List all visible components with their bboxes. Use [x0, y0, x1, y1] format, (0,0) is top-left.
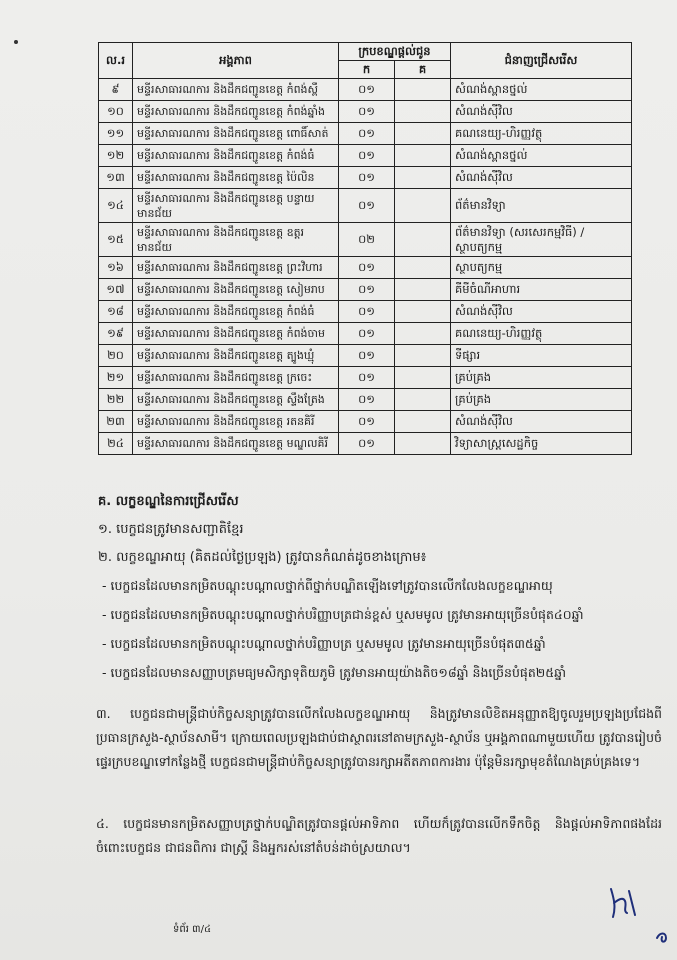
row-office: មន្ទីរសាធារណការ និងដឹកជញ្ជូនខេត្ត ប៉ៃលិន — [133, 167, 339, 189]
row-number: ១៧ — [99, 279, 133, 301]
row-quota-b — [395, 123, 451, 145]
row-office: មន្ទីរសាធារណការ និងដឹកជញ្ជូនខេត្ត ស្ទឹងត្រែង — [133, 389, 339, 411]
row-specialty: គណនេយ្យ-ហិរញ្ញវត្ថុ — [451, 123, 632, 145]
row-specialty: សំណង់ស៊ីវិល — [451, 411, 632, 433]
row-number: ២១ — [99, 367, 133, 389]
table-row — [99, 145, 632, 167]
row-quota-b — [395, 279, 451, 301]
row-quota-a: ០១ — [339, 167, 395, 189]
row-specialty: វិទ្យាសាស្ត្រសេដ្ឋកិច្ច — [451, 433, 632, 455]
age-bullet-4: - បេក្ខជនដែលមានសញ្ញាបត្រមធ្យមសិក្សាទុតិយភូមិ ត្រូវមានអាយុយ៉ាងតិច១៨ឆ្នាំ និងច្រើនបំផុត២៥ឆ្នាំ — [102, 665, 567, 680]
row-quota-a: ០១ — [339, 189, 395, 223]
table-row — [99, 123, 632, 145]
header-quota-a: ក — [339, 61, 395, 79]
header-office: អង្គភាព — [133, 43, 339, 79]
table-row — [99, 167, 632, 189]
row-number: ៩ — [99, 79, 133, 101]
row-quota-b — [395, 257, 451, 279]
row-office: មន្ទីរសាធារណការ និងដឹកជញ្ជូនខេត្ត បន្ទាយមានជ័យ — [133, 189, 339, 223]
row-specialty: សំណង់ស៊ីវិល — [451, 301, 632, 323]
row-office: មន្ទីរសាធារណការ និងដឹកជញ្ជូនខេត្ត ក្រចេះ — [133, 367, 339, 389]
row-office: មន្ទីរសាធារណការ និងដឹកជញ្ជូនខេត្ត ព្រះវិហារ — [133, 257, 339, 279]
page-number: ទំព័រ ៣/៤ — [173, 924, 212, 935]
row-office: មន្ទីរសាធារណការ និងដឹកជញ្ជូនខេត្ត រតនគិរី — [133, 411, 339, 433]
row-quota-b — [395, 145, 451, 167]
row-quota-b — [395, 345, 451, 367]
row-number: ១៥ — [99, 223, 133, 257]
row-specialty: គ្រប់គ្រង — [451, 367, 632, 389]
row-specialty: គីមីចំណីអាហារ — [451, 279, 632, 301]
row-specialty: សំណង់ស៊ីវិល — [451, 101, 632, 123]
row-office: មន្ទីរសាធារណការ និងដឹកជញ្ជូនខេត្ត ឧត្តរមានជ័យ — [133, 223, 339, 257]
row-quota-a: ០១ — [339, 123, 395, 145]
table-row — [99, 389, 632, 411]
row-quota-a: ០១ — [339, 101, 395, 123]
table-row — [99, 301, 632, 323]
row-quota-a: ០១ — [339, 433, 395, 455]
punch-dot — [14, 40, 18, 44]
row-specialty: ព័ត៌មានវិទ្យា (សរសេរកម្មវិធី) / ស្ថាបត្យកម្ម — [451, 223, 632, 257]
row-quota-a: ០១ — [339, 257, 395, 279]
table-row — [99, 433, 632, 455]
row-specialty: ស្ថាបត្យកម្ម — [451, 257, 632, 279]
row-number: ២២ — [99, 389, 133, 411]
row-quota-b — [395, 323, 451, 345]
row-specialty: សំណង់ស្ពានថ្នល់ — [451, 145, 632, 167]
table-row — [99, 223, 632, 257]
row-office: មន្ទីរសាធារណការ និងដឹកជញ្ជូនខេត្ត កំពង់ចាម — [133, 323, 339, 345]
row-specialty: គណនេយ្យ-ហិរញ្ញវត្ថុ — [451, 323, 632, 345]
row-quota-b — [395, 167, 451, 189]
header-no: ល.រ — [99, 43, 133, 79]
row-office: មន្ទីរសាធារណការ និងដឹកជញ្ជូនខេត្ត មណ្ឌលគិរី — [133, 433, 339, 455]
row-quota-a: ០១ — [339, 145, 395, 167]
header-specialty: ជំនាញជ្រើសរើស — [451, 43, 632, 79]
row-quota-a: ០១ — [339, 389, 395, 411]
row-quota-b — [395, 367, 451, 389]
row-number: ១៤ — [99, 189, 133, 223]
row-quota-b — [395, 411, 451, 433]
row-office: មន្ទីរសាធារណការ និងដឹកជញ្ជូនខេត្ត កំពង់ឆ្នាំង — [133, 101, 339, 123]
row-quota-a: ០១ — [339, 301, 395, 323]
condition-age: ២. លក្ខខណ្ឌអាយុ (គិតដល់ថ្ងៃប្រឡង) ត្រូវបានកំណត់ដូចខាងក្រោម៖ — [98, 550, 427, 565]
row-office: មន្ទីរសាធារណការ និងដឹកជញ្ជូនខេត្ត សៀមរាប — [133, 279, 339, 301]
row-quota-b — [395, 389, 451, 411]
row-quota-b — [395, 189, 451, 223]
condition-priority: ៤. បេក្ខជនមានកម្រិតសញ្ញាបត្រថ្នាក់បណ្ឌិតត្រូវបានផ្ដល់អាទិភាព ហើយក៏ត្រូវបានលើកទឹកចិត្ត និងផ្ដល់អាទិភាពផងដែរ ចំពោះបេក្ខជន ជាជនពិការ ជាស្ត្រី និងអ្នករស់នៅតំបន់ដាច់ស្រយាល។ — [96, 816, 662, 855]
row-office: មន្ទីរសាធារណការ និងដឹកជញ្ជូនខេត្ត ពោធិ៍សាត់ — [133, 123, 339, 145]
row-number: ១៦ — [99, 257, 133, 279]
row-number: ២០ — [99, 345, 133, 367]
condition-nationality: ១. បេក្ខជនត្រូវមានសញ្ជាតិខ្មែរ — [98, 522, 244, 537]
row-quota-a: ០១ — [339, 79, 395, 101]
row-quota-a: ០១ — [339, 345, 395, 367]
age-bullet-2: - បេក្ខជនដែលមានកម្រិតបណ្ដុះបណ្ដាលថ្នាក់បរិញ្ញាបត្រជាន់ខ្ពស់ ឬសមមូល ត្រូវមានអាយុច្រើនបំផុត៤០ឆ្នាំ — [102, 607, 584, 622]
section-heading: គ. លក្ខខណ្ឌនៃការជ្រើសរើស — [98, 494, 239, 509]
row-number: ១១ — [99, 123, 133, 145]
table-row — [99, 279, 632, 301]
table-row — [99, 345, 632, 367]
row-quota-b — [395, 101, 451, 123]
table-row — [99, 101, 632, 123]
row-quota-b — [395, 433, 451, 455]
row-office: មន្ទីរសាធារណការ និងដឹកជញ្ជូនខេត្ត កំពង់ធំ — [133, 301, 339, 323]
age-bullet-3: - បេក្ខជនដែលមានកម្រិតបណ្ដុះបណ្ដាលថ្នាក់បរិញ្ញាបត្រ ឬសមមូល ត្រូវមានអាយុច្រើនបំផុត៣៥ឆ្នាំ — [102, 636, 546, 651]
row-specialty: ព័ត៌មានវិទ្យា — [451, 189, 632, 223]
row-quota-a: ០១ — [339, 279, 395, 301]
condition-contract-officials: ៣. បេក្ខជនជាមន្ត្រីជាប់កិច្ចសន្យាត្រូវបានលើកលែងលក្ខខណ្ឌអាយុ និងត្រូវមានលិខិតអនុញ្ញាតឱ្យចូលរួមប្រឡងប្រជែងពីប្រធានក្រសួង-ស្ថាប័នសាមី។ ក្រោយពេលប្រឡងជាប់ជាស្ថាពរនៅតាមក្រសួង-ស្ថាប័ន ឬអង្គភាពណាមួយហើយ ត្រូវបានរៀបចំផ្ទេរក្របខណ្ឌទៅកន្លែងថ្មី បេក្ខជនជាមន្ត្រីជាប់កិច្ចសន្យាត្រូវបានរក្សាអតីតភាពការងារ ប៉ុន្តែមិនរក្សាមុខតំណែងគ្រប់គ្រងទេ។ — [96, 706, 662, 769]
positions-table — [98, 42, 632, 455]
table-row — [99, 411, 632, 433]
table-row — [99, 79, 632, 101]
table-row — [99, 257, 632, 279]
handwritten-initial — [605, 885, 645, 920]
row-number: ១២ — [99, 145, 133, 167]
row-specialty: គ្រប់គ្រង — [451, 389, 632, 411]
row-number: ២៣ — [99, 411, 133, 433]
row-quota-a: ០១ — [339, 367, 395, 389]
handwritten-mark — [654, 928, 672, 946]
row-specialty: សំណង់ស៊ីវិល — [451, 167, 632, 189]
row-quota-b — [395, 223, 451, 257]
row-number: ១៣ — [99, 167, 133, 189]
row-number: ១៩ — [99, 323, 133, 345]
header-quota: ក្របខណ្ឌផ្ដល់ជូន — [339, 43, 451, 61]
table-row — [99, 323, 632, 345]
row-office: មន្ទីរសាធារណការ និងដឹកជញ្ជូនខេត្ត ត្បូងឃ្មុំ — [133, 345, 339, 367]
row-specialty: ទីផ្សារ — [451, 345, 632, 367]
row-office: មន្ទីរសាធារណការ និងដឹកជញ្ជូនខេត្ត កំពង់ស្ពឺ — [133, 79, 339, 101]
row-number: ២៤ — [99, 433, 133, 455]
row-quota-b — [395, 301, 451, 323]
row-specialty: សំណង់ស្ពានថ្នល់ — [451, 79, 632, 101]
table-row — [99, 367, 632, 389]
age-bullet-1: - បេក្ខជនដែលមានកម្រិតបណ្ដុះបណ្ដាលថ្នាក់ពីថ្នាក់បណ្ឌិតឡើងទៅត្រូវបានលើកលែងលក្ខខណ្ឌអាយុ — [102, 578, 553, 593]
row-quota-a: ០២ — [339, 223, 395, 257]
row-number: ១០ — [99, 101, 133, 123]
row-quota-a: ០១ — [339, 323, 395, 345]
row-office: មន្ទីរសាធារណការ និងដឹកជញ្ជូនខេត្ត កំពង់ធំ — [133, 145, 339, 167]
row-quota-b — [395, 79, 451, 101]
header-quota-b: គ — [395, 61, 451, 79]
row-number: ១៨ — [99, 301, 133, 323]
table-row — [99, 189, 632, 223]
row-quota-a: ០១ — [339, 411, 395, 433]
